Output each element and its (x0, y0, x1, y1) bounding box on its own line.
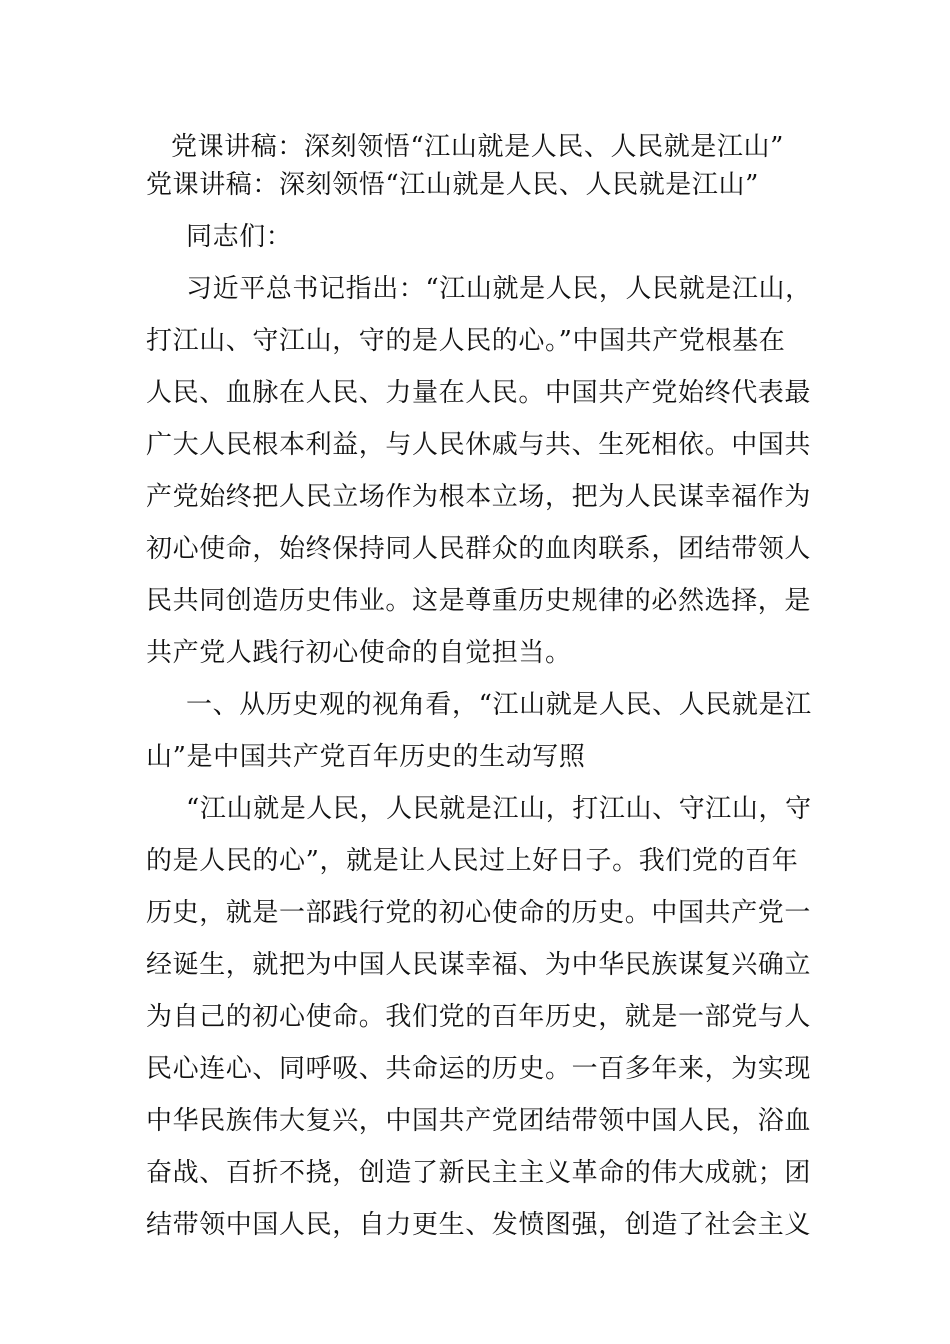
paragraph-2-line-8: 奋战、百折不挠，创造了新民主主义革命的伟大成就；团 (146, 1158, 812, 1188)
paragraph-2-line-4: 经诞生，就把为中国人民谋幸福、为中华民族谋复兴确立 (146, 950, 812, 980)
paragraph-1-line-4: 广大人民根本利益，与人民休戚与共、生死相依。中国共 (146, 430, 812, 460)
paragraph-2-line-3: 历史，就是一部践行党的初心使命的历史。中国共产党一 (146, 898, 812, 928)
paragraph-2-line-2: 的是人民的心”，就是让人民过上好日子。我们党的百年 (146, 846, 799, 876)
paragraph-2-line-1: “江山就是人民，人民就是江山，打江山、守江山，守 (186, 794, 812, 824)
paragraph-2-line-5: 为自己的初心使命。我们党的百年历史，就是一部党与人 (146, 1002, 812, 1032)
paragraph-1-line-1: 习近平总书记指出：“江山就是人民，人民就是江山， (186, 274, 812, 304)
document-title: 党课讲稿：深刻领悟“江山就是人民、人民就是江山” (171, 132, 784, 162)
salutation-line: 同志们： (186, 222, 293, 252)
paragraph-1-line-2: 打江山、守江山，守的是人民的心。”中国共产党根基在 (146, 326, 786, 356)
paragraph-1-line-3: 人民、血脉在人民、力量在人民。中国共产党始终代表最 (146, 378, 812, 408)
paragraph-1-line-8: 共产党人践行初心使命的自觉担当。 (146, 638, 572, 668)
section-heading-line-1: 一、从历史观的视角看，“江山就是人民、人民就是江 (186, 690, 812, 720)
paragraph-2-line-9: 结带领中国人民，自力更生、发愤图强，创造了社会主义 (146, 1210, 812, 1240)
document-subtitle: 党课讲稿：深刻领悟“江山就是人民、人民就是江山” (146, 170, 759, 200)
paragraph-1-line-5: 产党始终把人民立场作为根本立场，把为人民谋幸福作为 (146, 482, 812, 512)
paragraph-1-line-6: 初心使命，始终保持同人民群众的血肉联系，团结带领人 (146, 534, 812, 564)
document-text (146, 211, 812, 1251)
paragraph-1-line-7: 民共同创造历史伟业。这是尊重历史规律的必然选择，是 (146, 586, 812, 616)
paragraph-2-line-6: 民心连心、同呼吸、共命运的历史。一百多年来，为实现 (146, 1054, 812, 1084)
section-heading-line-2: 山”是中国共产党百年历史的生动写照 (146, 742, 586, 772)
paragraph-2-line-7: 中华民族伟大复兴，中国共产党团结带领中国人民，浴血 (146, 1106, 812, 1136)
